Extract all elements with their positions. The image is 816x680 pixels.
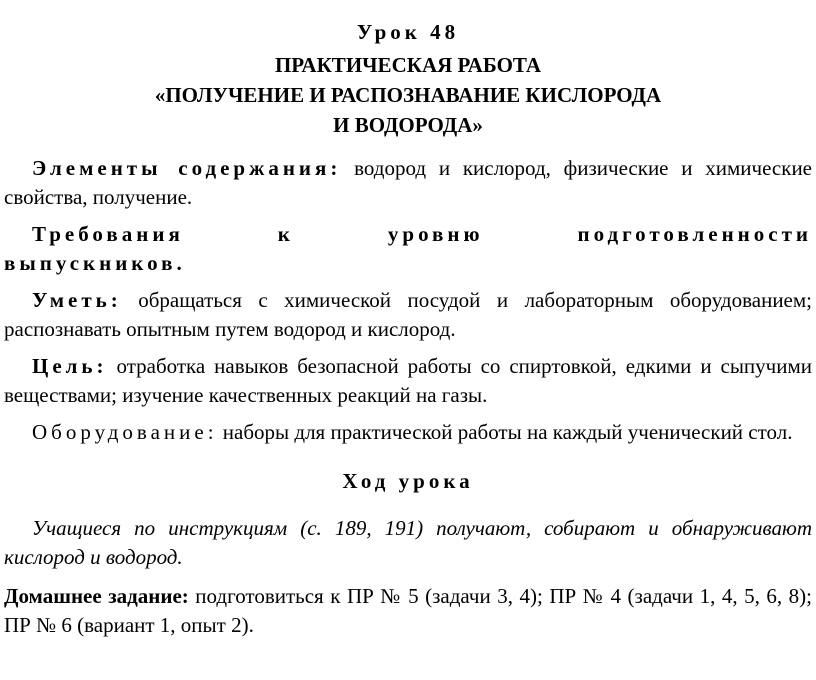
- content-elements-text: водород и кислород, физические и химические свойства, получение.: [4, 156, 813, 209]
- homework-paragraph: [4, 582, 812, 640]
- course-text: Учащиеся по инструкциям (с. 189, 191) получают, собирают и обнаруживают кислород и водород.: [4, 516, 812, 569]
- work-type: ПРАКТИЧЕСКАЯ РАБОТА: [274, 53, 542, 77]
- requirements-word-3: уровню: [387, 222, 484, 246]
- equipment-label: Оборудование:: [32, 420, 218, 444]
- requirements-line-1: [4, 220, 812, 249]
- skills-label: Уметь:: [32, 288, 122, 312]
- requirements-line-2: выпускников.: [4, 251, 186, 275]
- homework-text: подготовиться к ПР № 5 (задачи 3, 4); ПР № 4 (задачи 1, 4, 5, 6, 8); ПР № 6 (вариант 1, опыт 2).: [4, 584, 813, 637]
- equipment-paragraph: [4, 418, 812, 447]
- work-title-line-1: «ПОЛУЧЕНИЕ И РАСПОЗНАВАНИЕ КИСЛОРОДА: [154, 83, 662, 107]
- course-heading: Ход урока: [342, 469, 474, 493]
- content-elements-label: Элементы содержания:: [32, 156, 342, 180]
- requirements-word-2: к: [277, 222, 294, 246]
- skills-text: обращаться с химической посудой и лабораторным оборудованием; распознавать опытным путем водород и кислород.: [4, 288, 812, 341]
- content-elements-paragraph: [4, 154, 812, 212]
- homework-label: Домашнее задание:: [4, 584, 189, 608]
- work-title-line-2: И ВОДОРОДА»: [333, 113, 483, 137]
- goal-paragraph: [4, 352, 812, 410]
- requirements-word-1: Требования: [32, 222, 184, 246]
- skills-paragraph: [4, 286, 812, 344]
- goal-text: отработка навыков безопасной работы со спиртовкой, едкими и сыпучими веществами; изучение качественных реакций на газы.: [4, 354, 812, 407]
- goal-label: Цель:: [32, 354, 108, 378]
- equipment-text: наборы для практической работы на каждый ученический стол.: [217, 420, 793, 444]
- lesson-number: Урок 48: [356, 20, 460, 44]
- requirements-word-4: подготовленности: [577, 222, 813, 246]
